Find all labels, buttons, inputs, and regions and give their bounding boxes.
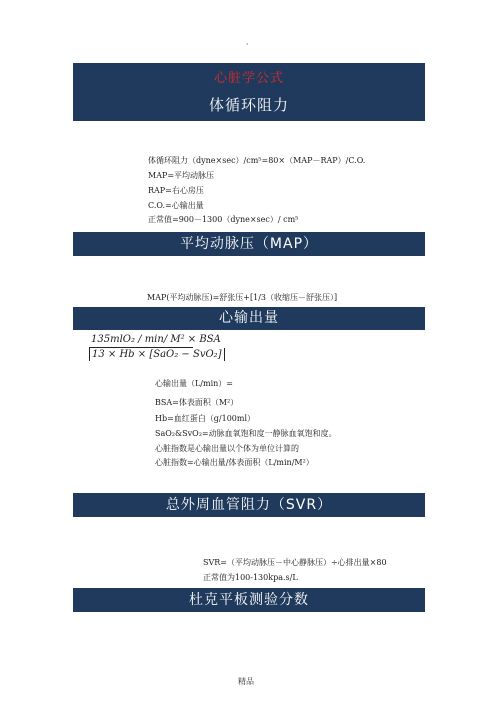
cardiac-index-note: 心脏指数是心输出量以个体为单位计算的 — [155, 444, 299, 453]
section-title-peripheral-resistance: 总外周血管阻力（SVR） — [165, 497, 333, 513]
map-band — [73, 232, 425, 256]
footer-mark: 精品 — [238, 677, 254, 686]
header-band — [73, 63, 425, 121]
page-mark: · — [246, 40, 249, 49]
fraction-denominator: 13 × Hb × [SaO₂ − SvO₂] — [89, 348, 225, 361]
cardiac-output-fraction — [89, 333, 225, 361]
section-title-map: 平均动脉压（MAP） — [179, 236, 319, 252]
peripheral-resistance-normal: 正常值为100-130kpa.s/L — [203, 573, 298, 582]
section-title-svr: 体循环阻力 — [208, 96, 289, 114]
svr-co-definition: C.O.=心输出量 — [148, 201, 204, 210]
saturation-definition: SaO₂&SvO₂=动脉血氧饱和度一静脉血氧饱和度。 — [155, 429, 337, 438]
section-title-platelet-test: 杜克平板测验分数 — [189, 592, 309, 608]
cardiac-index-formula: 心脏指数=心输出量/体表面积（L/min/M²） — [155, 458, 314, 467]
map-formula: MAP(平均动脉压)=舒张压+[1/3（收缩压－舒张压）] — [147, 293, 338, 302]
svr-map-definition: MAP=平均动脉压 — [148, 171, 215, 180]
svr-formula-line: 体循环阻力（dyne×sec）/cm⁵=80×（MAP－RAP）/C.O. — [148, 156, 366, 165]
svr-rap-definition: RAP=右心房压 — [148, 186, 204, 195]
co-definition: 心输出量（L/min）= — [155, 379, 234, 388]
peripheral-resistance-formula: SVR=（平均动脉压－中心静脉压）÷心排出量×80 — [203, 558, 387, 567]
section-title-cardiac-output: 心输出量 — [219, 310, 279, 326]
fraction-numerator: 135mlO₂ / min/ M² × BSA — [91, 334, 221, 345]
svr-normal-range: 正常值=900－1300（dyne×sec）/ cm⁵ — [148, 215, 299, 224]
hb-definition: Hb=血红蛋白（g/100ml） — [155, 414, 256, 423]
cardiac-output-band — [73, 307, 425, 330]
peripheral-resistance-band — [73, 493, 425, 517]
document-title: 心脏学公式 — [213, 71, 284, 86]
bsa-definition: BSA=体表面积（M²） — [155, 398, 239, 407]
platelet-test-band — [73, 588, 425, 612]
